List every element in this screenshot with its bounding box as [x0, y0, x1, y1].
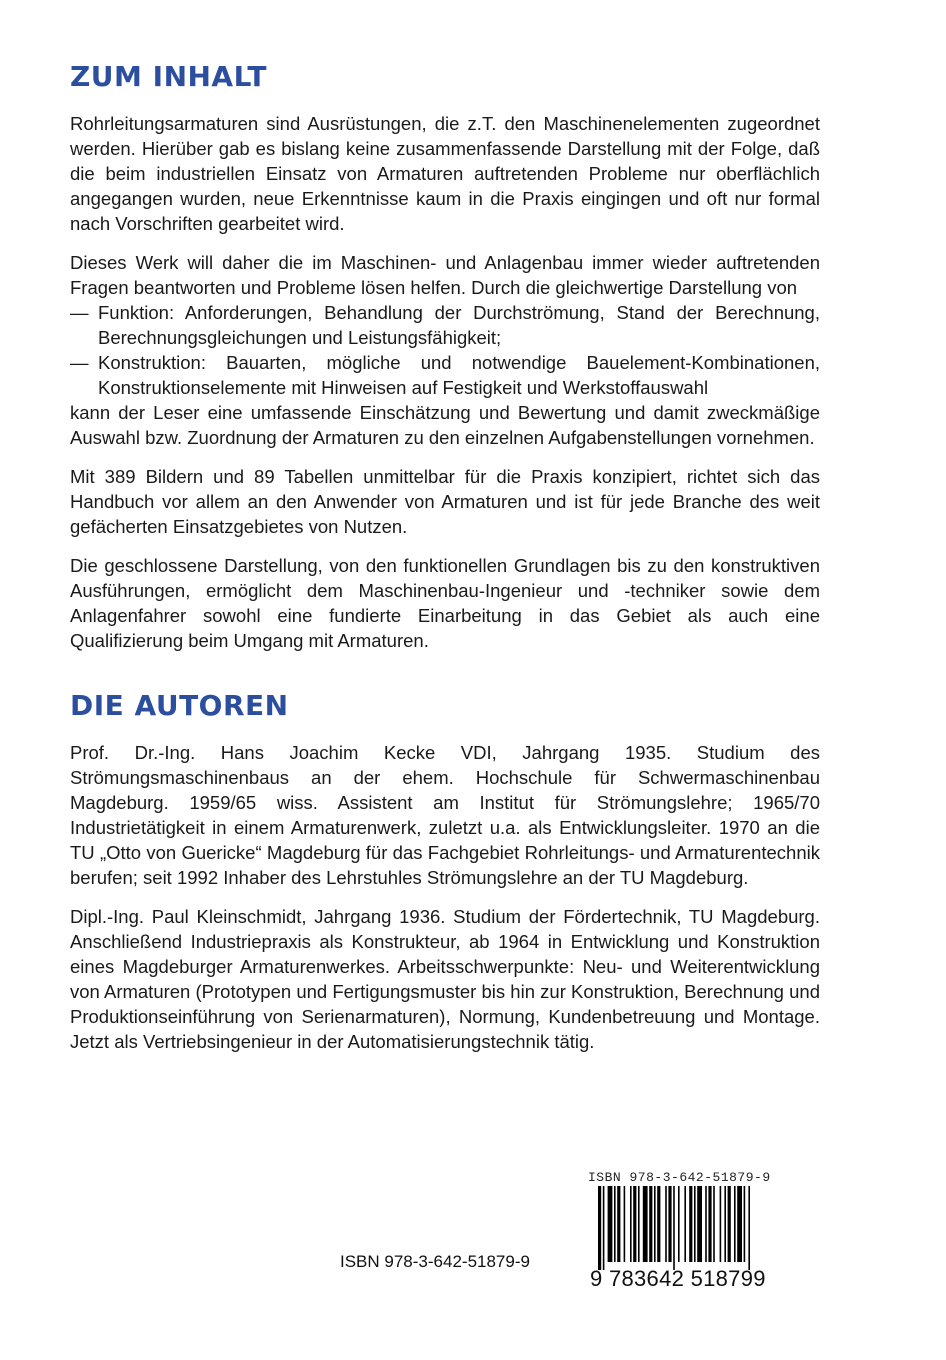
contents-paragraph-4: Die geschlossene Darstellung, von den funktionellen Grundlagen bis zu den konstruktiven Ausführungen, ermöglicht dem Maschinenbau-Ingenieur und -techniker sowie dem Anlagenfahrer sowohl eine fundierte Einarbeitung in das Gebiet als auch eine Qualifizierung beim Umgang mit Armaturen.	[70, 555, 820, 651]
list-item: — Konstruktion: Bauarten, mögliche und notwendige Bauelement-Kombinationen, Konstruktionselemente mit Hinweisen auf Festigkeit und Werkstoffauswahl	[70, 350, 820, 400]
barcode-isbn-caption: ISBN 978-3-642-51879-9	[588, 1170, 771, 1185]
author-bio-kleinschmidt: Dipl.-Ing. Paul Kleinschmidt, Jahrgang 1936. Studium der Fördertechnik, TU Magdeburg. Anschließend Industriepraxis als Konstrukteur, ab 1964 in Entwicklung und Konstruktion eines Magdeburger Armaturenwerkes. Arbeitsschwerpunkte: Neu- und Weiterentwicklung von Armaturen (Prototypen und Fertigungsmuster bis hin zur Konstruktion, Berechnung und Produktionseinführung von Serienarmaturen), Normung, Kundenbetreuung und Montage. Jetzt als Vertriebsingenieur in der Automatisierungstechnik tätig.	[70, 906, 820, 1052]
feature-list	[70, 300, 820, 400]
isbn-label: ISBN 978-3-642-51879-9	[340, 1252, 530, 1271]
list-item: — Funktion: Anforderungen, Behandlung der Durchströmung, Stand der Berechnung, Berechnungsgleichungen und Leistungsfähigkeit;	[70, 300, 820, 350]
contents-heading: ZUM INHALT	[70, 60, 267, 93]
authors-heading: DIE AUTOREN	[70, 689, 289, 722]
contents-paragraph-2-tail: kann der Leser eine umfassende Einschätzung und Bewertung und damit zweckmäßige Auswahl bzw. Zuordnung der Armaturen zu den einzelnen Aufgabenstellungen vornehmen.	[70, 402, 820, 448]
author-bio-kecke: Prof. Dr.-Ing. Hans Joachim Kecke VDI, Jahrgang 1935. Studium des Strömungsmaschinenbaus an der ehem. Hochschule für Schwermaschinenbau Magdeburg. 1959/65 wiss. Assistent am Institut für Strömungslehre; 1965/70 Industrietätigkeit in einem Armaturenwerk, zuletzt u.a. als Entwicklungsleiter. 1970 an die TU „Otto von Guericke“ Magdeburg für das Fachgebiet Rohrleitungs- und Armaturentechnik berufen; seit 1992 Inhaber des Lehrstuhles Strömungslehre an der TU Magdeburg.	[70, 742, 820, 888]
back-cover-text	[70, 60, 820, 1068]
contents-paragraph-2-lead: Dieses Werk will daher die im Maschinen- und Anlagenbau immer wieder auftretenden Fragen beantworten und Probleme lösen helfen. Durch die gleichwertige Darstellung von	[70, 252, 820, 298]
isbn-barcode	[580, 1170, 810, 1300]
barcode-digits: 9 783642 518799	[590, 1266, 766, 1291]
contents-paragraph-3: Mit 389 Bildern und 89 Tabellen unmittelbar für die Praxis konzipiert, richtet sich das Handbuch vor allem an den Anwender von Armaturen und ist für jede Branche des weit gefächerten Einsatzgebietes von Nutzen.	[70, 466, 820, 537]
contents-paragraph-1: Rohrleitungsarmaturen sind Ausrüstungen, die z.T. den Maschinenelementen zugeordnet werden. Hierüber gab es bislang keine zusammenfassende Darstellung mit der Folge, daß die beim industriellen Einsatz von Armaturen auftretenden Probleme nur oberflächlich angegangen wurden, neue Erkenntnisse kaum in die Praxis eingingen und oft nur formal nach Vorschriften gearbeitet wird.	[70, 113, 820, 234]
